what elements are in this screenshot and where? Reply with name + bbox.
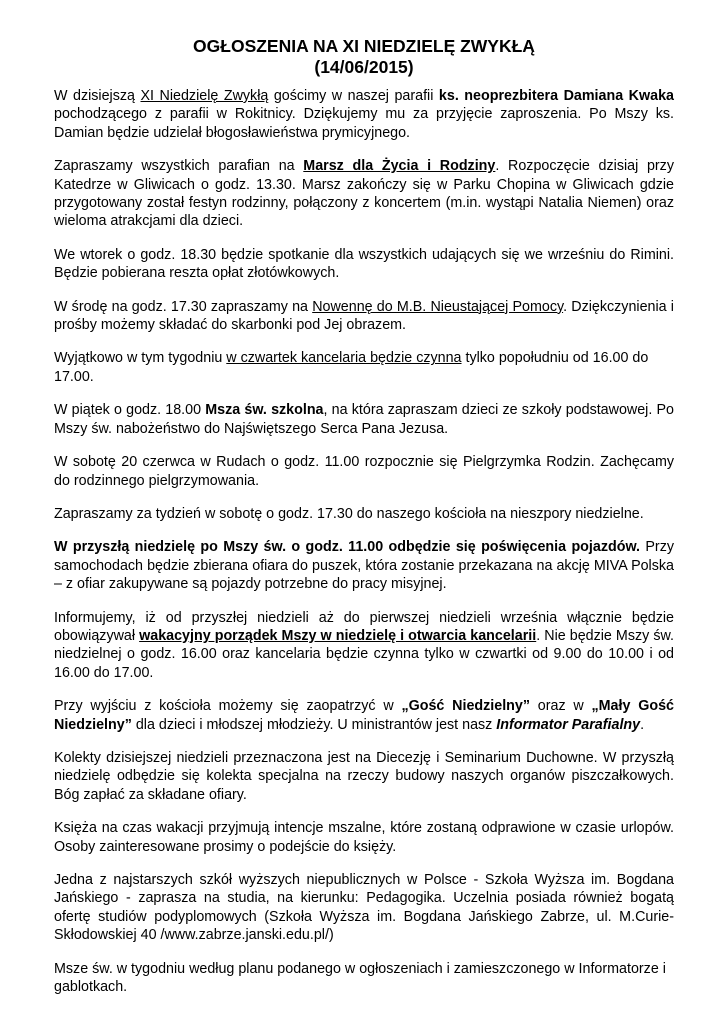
announcement-mass-intentions: Księża na czas wakacji przyjmują intencje mszalne, które zostaną odprawione w czasie urlopów. Osoby zainteresowane prosimy o podejście do księży. bbox=[54, 820, 674, 855]
announcement-march: Zapraszamy wszystkich parafian na Marsz dla Życia i Rodziny. Rozpoczęcie dzisiaj przy Katedrze w Gliwicach o godz. 13.30. Marsz zakończy się w Parku Chopina w Gliwicach gdzie przygotowany został festyn rodzinny, połączony z koncertem (m.in. wystąpi Natalia Niemen) oraz wieloma atrakcjami dla dzieci. bbox=[54, 158, 674, 230]
announcement-collection: Kolekty dzisiejszej niedzieli przeznaczona jest na Diecezję i Seminarium Duchowne. W przyszłą niedzielę odbędzie się kolekta specjalna na rzeczy budowy naszych organów piszczałkowych. Bóg zapłać za składane ofiary. bbox=[54, 749, 674, 803]
vehicle-blessing-headline: W przyszłą niedzielę po Mszy św. o godz. 11.00 odbędzie się poświęcenia pojazdów. bbox=[54, 539, 641, 556]
announcements-page bbox=[54, 36, 674, 1011]
sunday-name: XI Niedzielę Zwykłą bbox=[140, 88, 269, 104]
announcement-press: Przy wyjściu z kościoła możemy się zaopatrzyć w „Gość Niedzielny” oraz w „Mały Gość Niedzielny” dla dzieci i młodszej młodzieży. U ministrantów jest nasz Informator Parafialny. bbox=[54, 698, 674, 733]
office-open-note: w czwartek kancelaria będzie czynna bbox=[226, 350, 462, 367]
page-title bbox=[54, 36, 674, 78]
announcement-rimini: We wtorek o godz. 18.30 będzie spotkanie dla wszystkich udających się we wrześniu do Rimini. Będzie pobierana reszta opłat złotówkowych. bbox=[54, 246, 674, 282]
announcement-guest-priest: W dzisiejszą XI Niedzielę Zwykłą gościmy w naszej parafii ks. neoprezbitera Damiana Kwaka pochodzącego z parafii w Rokitnicy. Dziękujemy mu za przyjęcie zaproszenia. Po Mszy ks. Damian będzie udzielał błogosławieństwa prymicyjnego. bbox=[54, 88, 674, 141]
title-date: (14/06/2015) bbox=[314, 57, 414, 77]
guest-priest-name: ks. neoprezbitera Damiana Kwaka bbox=[438, 88, 674, 104]
announcement-weekday-masses: Msze św. w tygodniu według planu podanego w ogłoszeniach i zamieszczonego w Informatorze i gablotkach. bbox=[54, 960, 666, 996]
announcement-novena: W środę na godz. 17.30 zapraszamy na Nowennę do M.B. Nieustającej Pomocy. Dziękczynienia i prośby możemy składać do skarbonki pod Jej obrazem. bbox=[54, 298, 674, 334]
maly-gosc-title: „Mały Gość Niedzielny” bbox=[54, 698, 674, 733]
novena-name: Nowennę do M.B. Nieustającej Pomocy bbox=[312, 298, 564, 315]
march-name: Marsz dla Życia i Rodziny bbox=[303, 158, 496, 175]
announcement-vespers: Zapraszamy za tydzień w sobotę o godz. 17.30 do naszego kościoła na nieszpory niedzielne. bbox=[54, 505, 644, 522]
school-mass-name: Msza św. szkolna bbox=[205, 402, 324, 419]
announcement-holiday-schedule: Informujemy, iż od przyszłej niedzieli aż do pierwszej niedzieli września włącznie będzie obowiązywał wakacyjny porządek Mszy w niedzielę i otwarcia kancelarii. Nie będzie Mszy św. niedzielnej o godz. 16.00 oraz kancelaria będzie czynna tylko w czwartki od 9.00 do 10.00 i od 16.00 do 17.00. bbox=[54, 609, 675, 681]
gosc-niedzielny-title: „Gość Niedzielny” bbox=[401, 698, 531, 715]
announcement-university: Jedna z najstarszych szkół wyższych niepublicznych w Polsce - Szkoła Wyższa im. Bogdana Jańskiego - zaprasza na studia, na kierunku: Pedagogika. Uczelnia posiada również bogatą ofertę studiów podyplomowych (Szkoła Wyższa im. Bogdana Jańskiego Zabrze, ul. M.Curie-Skłodowskiej 40 /www.zabrze.janski.edu.pl/) bbox=[54, 872, 674, 944]
title-line-1: OGŁOSZENIA NA XI NIEDZIELĘ ZWYKŁĄ bbox=[193, 36, 535, 56]
announcement-school-mass: W piątek o godz. 18.00 Msza św. szkolna, na która zapraszam dzieci ze szkoły podstawowej. Po Mszy św. nabożeństwo do Najświętszego Serca Pana Jezusa. bbox=[54, 402, 674, 437]
informator-title: Informator Parafialny bbox=[496, 716, 641, 733]
announcement-pilgrimage: W sobotę 20 czerwca w Rudach o godz. 11.00 rozpocznie się Pielgrzymka Rodzin. Zachęcamy do rodzinnego pielgrzymowania. bbox=[54, 454, 674, 489]
announcement-office-hours: Wyjątkowo w tym tygodniu w czwartek kancelaria będzie czynna tylko popołudniu od 16.00 do 17.00. bbox=[54, 350, 649, 385]
holiday-schedule-name: wakacyjny porządek Mszy w niedzielę i otwarcia kancelarii bbox=[139, 627, 537, 644]
announcement-vehicle-blessing: W przyszłą niedzielę po Mszy św. o godz. 11.00 odbędzie się poświęcenia pojazdów. Przy samochodach będzie zbierana ofiara do puszek, która zostanie przekazana na akcję MIVA Polska – z ofiar zakupywane są pojazdy potrzebne do pracy misyjnej. bbox=[54, 539, 674, 593]
